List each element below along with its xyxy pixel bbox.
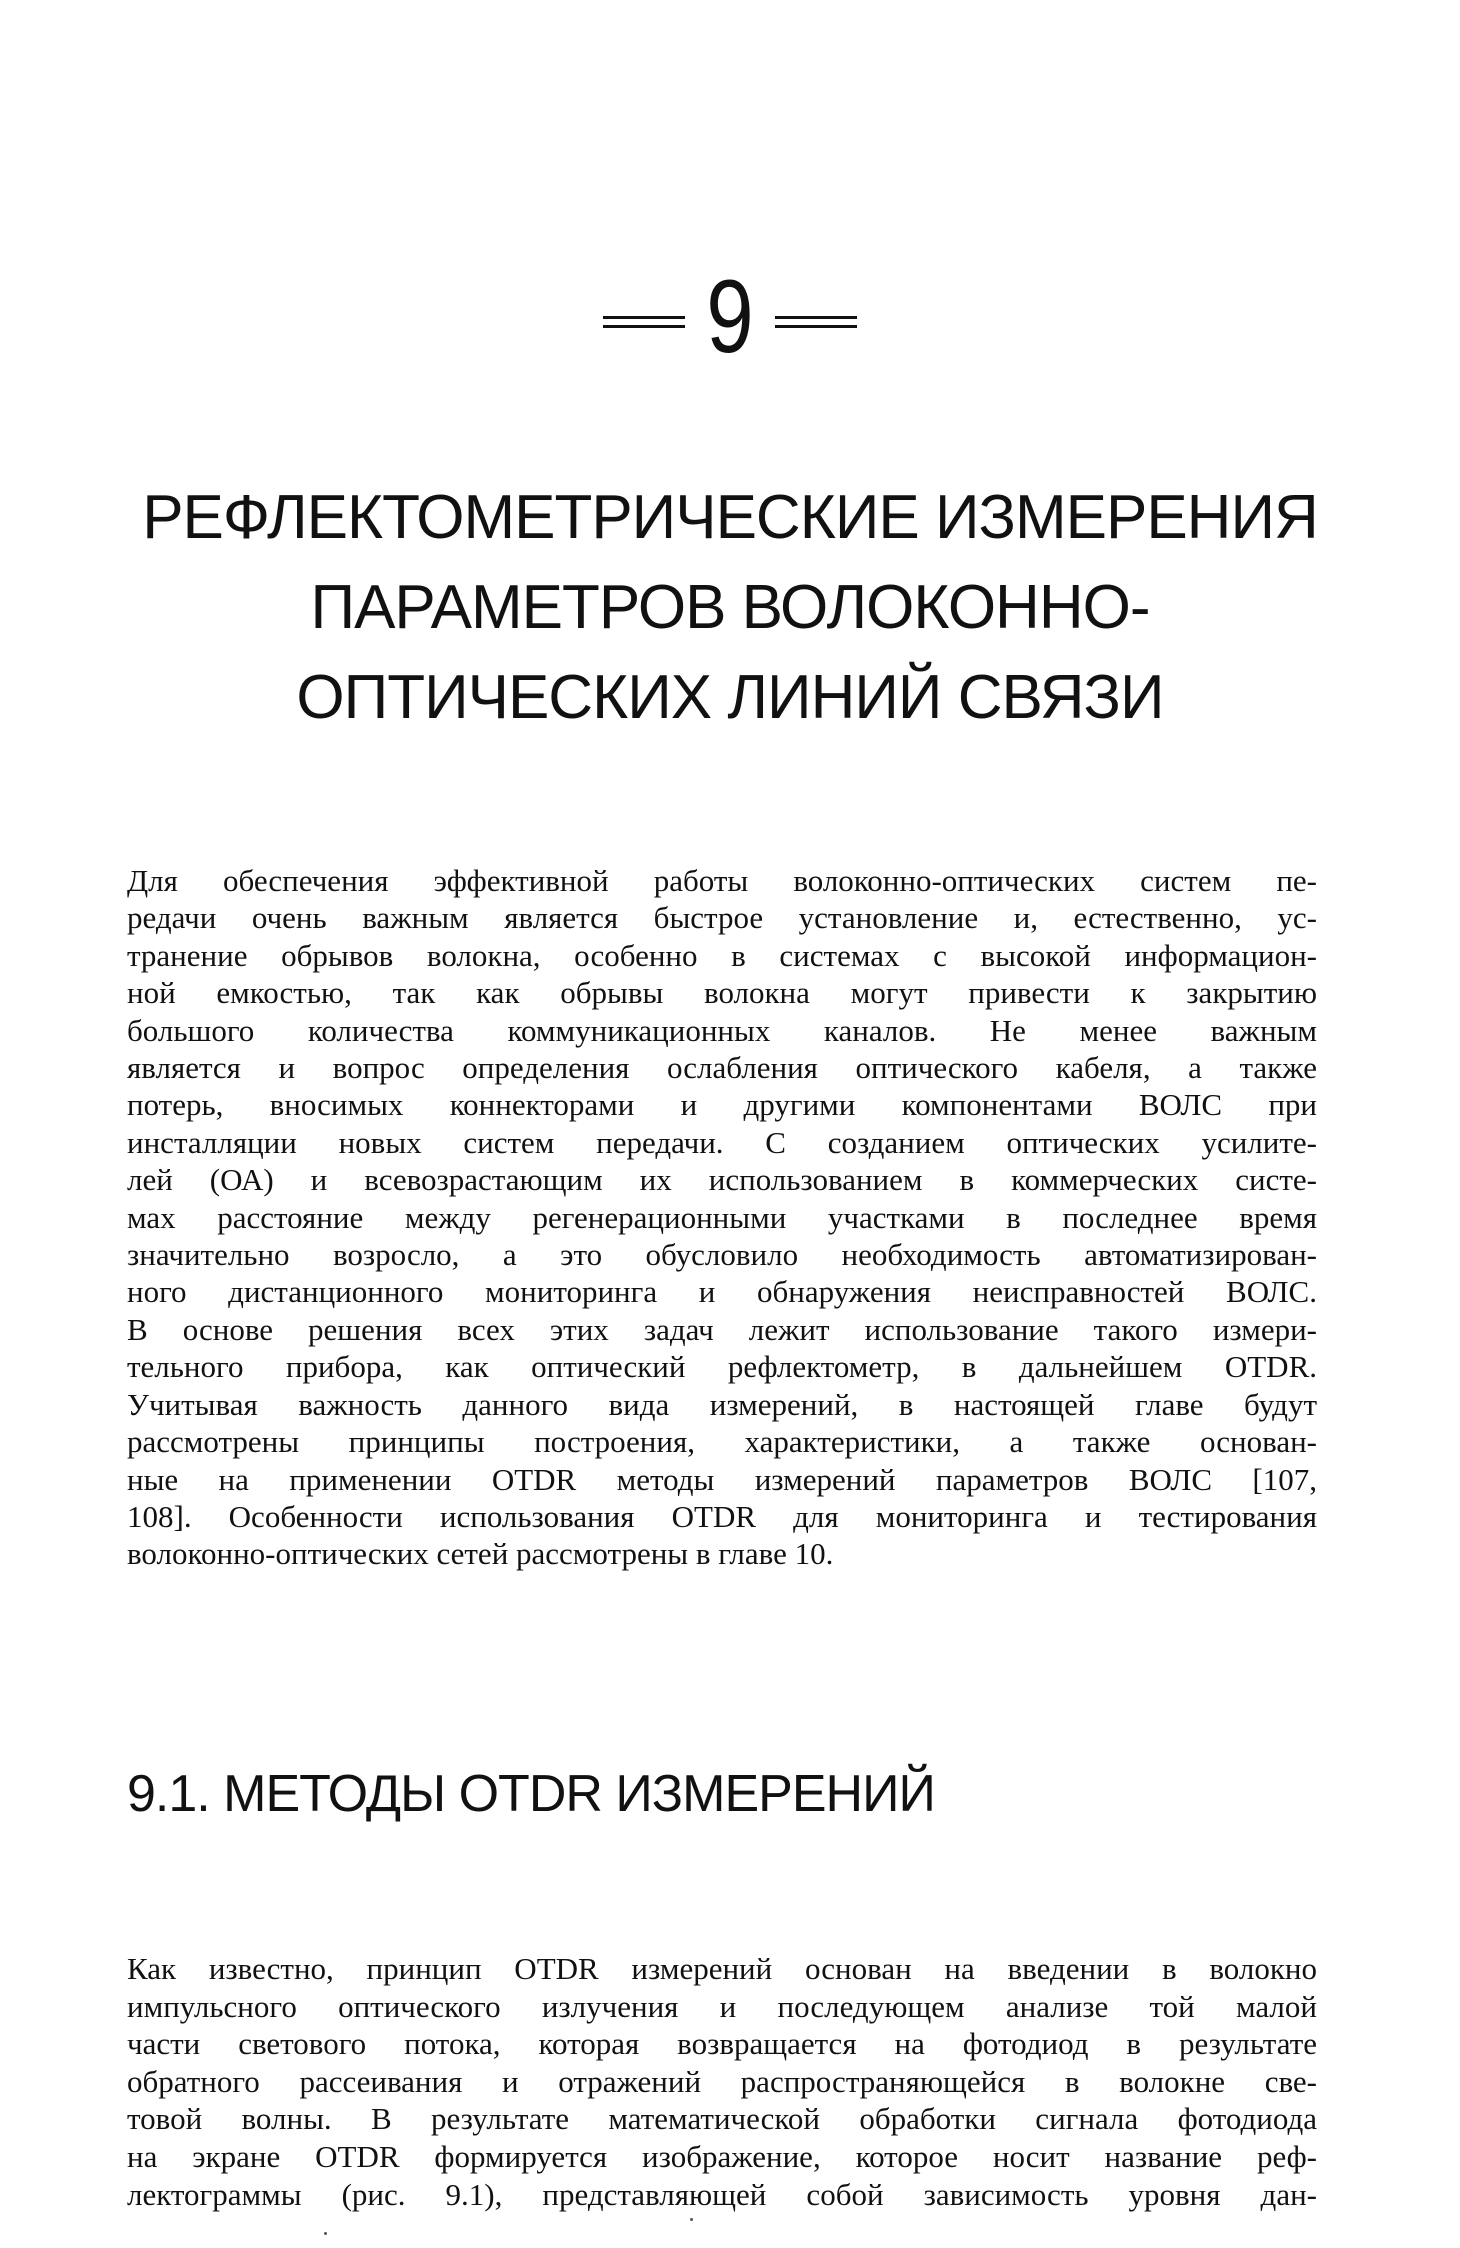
paragraph-line: большого количества коммуникационных каналов. Не менее важным bbox=[127, 1012, 1317, 1048]
section-paragraph bbox=[127, 1950, 1317, 2213]
paragraph-line: Как известно, принцип OTDR измерений основан на введении в волокно bbox=[127, 1951, 1317, 1986]
decorative-double-dash-left bbox=[603, 316, 685, 328]
paragraph-line: значительно возросло, а это обусловило необходимость автоматизирован- bbox=[127, 1237, 1317, 1273]
paragraph-line: транение обрывов волокна, особенно в системах с высокой информацион- bbox=[127, 937, 1317, 973]
paragraph-line: 108]. Особенности использования OTDR для мониторинга и тестирования bbox=[127, 1498, 1317, 1534]
paragraph-line: лектограммы (рис. 9.1), представляющей собой зависимость уровня дан- bbox=[127, 2176, 1317, 2212]
paragraph-line: инсталляции новых систем передачи. С созданием оптических усилите- bbox=[127, 1124, 1317, 1160]
paragraph-line: редачи очень важным является быстрое установление и, естественно, ус- bbox=[127, 900, 1317, 936]
chapter-title-line: ПАРАМЕТРОВ ВОЛОКОННО- bbox=[310, 573, 1150, 642]
paragraph-line: Учитывая важность данного вида измерений, в настоящей главе будут bbox=[127, 1386, 1317, 1422]
chapter-title-line: ОПТИЧЕСКИХ ЛИНИЙ СВЯЗИ bbox=[296, 663, 1164, 732]
scan-speck bbox=[690, 2218, 693, 2221]
paragraph-line: товой волны. В результате математической обработки сигнала фотодиода bbox=[127, 2101, 1317, 2137]
paragraph-line: ные на применении OTDR методы измерений параметров ВОЛС [107, bbox=[127, 1461, 1317, 1497]
intro-paragraph bbox=[127, 862, 1317, 1573]
paragraph-line: ного дистанционного мониторинга и обнаружения неисправностей ВОЛС. bbox=[127, 1274, 1317, 1310]
paragraph-line: лей (ОА) и всевозрастающим их использованием в коммерческих систе- bbox=[127, 1162, 1317, 1198]
paragraph-line: В основе решения всех этих задач лежит использование такого измери- bbox=[127, 1311, 1317, 1347]
paragraph-line: части светового потока, которая возвращается на фотодиод в результате bbox=[127, 2026, 1317, 2062]
chapter-number-text: 9 bbox=[706, 259, 754, 375]
paragraph-line: потерь, вносимых коннекторами и другими компонентами ВОЛС при bbox=[127, 1087, 1317, 1123]
paragraph-line: импульсного оптического излучения и последующем анализе той малой bbox=[127, 1988, 1317, 2024]
chapter-number bbox=[0, 259, 1460, 375]
section-heading: 9.1. МЕТОДЫ OTDR ИЗМЕРЕНИЙ bbox=[127, 1765, 935, 1823]
paragraph-line: ной емкостью, так как обрывы волокна могут привести к закрытию bbox=[127, 975, 1317, 1011]
paragraph-line: тельного прибора, как оптический рефлектометр, в дальнейшем OTDR. bbox=[127, 1349, 1317, 1385]
decorative-double-dash-right bbox=[775, 316, 857, 328]
chapter-title bbox=[100, 473, 1360, 743]
scan-speck bbox=[324, 2232, 327, 2235]
paragraph-line: является и вопрос определения ослабления оптического кабеля, а также bbox=[127, 1050, 1317, 1086]
paragraph-line: волоконно-оптических сетей рассмотрены в главе 10. bbox=[127, 1536, 834, 1572]
paragraph-line: мах расстояние между регенерационными участками в последнее время bbox=[127, 1199, 1317, 1235]
paragraph-line: на экране OTDR формируется изображение, которое носит название реф- bbox=[127, 2138, 1317, 2174]
paragraph-line: Для обеспечения эффективной работы волоконно-оптических систем пе- bbox=[127, 863, 1317, 898]
paragraph-line: рассмотрены принципы построения, характеристики, а также основан- bbox=[127, 1424, 1317, 1460]
chapter-title-line: РЕФЛЕКТОМЕТРИЧЕСКИЕ ИЗМЕРЕНИЯ bbox=[142, 483, 1318, 552]
paragraph-line: обратного рассеивания и отражений распространяющейся в волокне све- bbox=[127, 2063, 1317, 2099]
